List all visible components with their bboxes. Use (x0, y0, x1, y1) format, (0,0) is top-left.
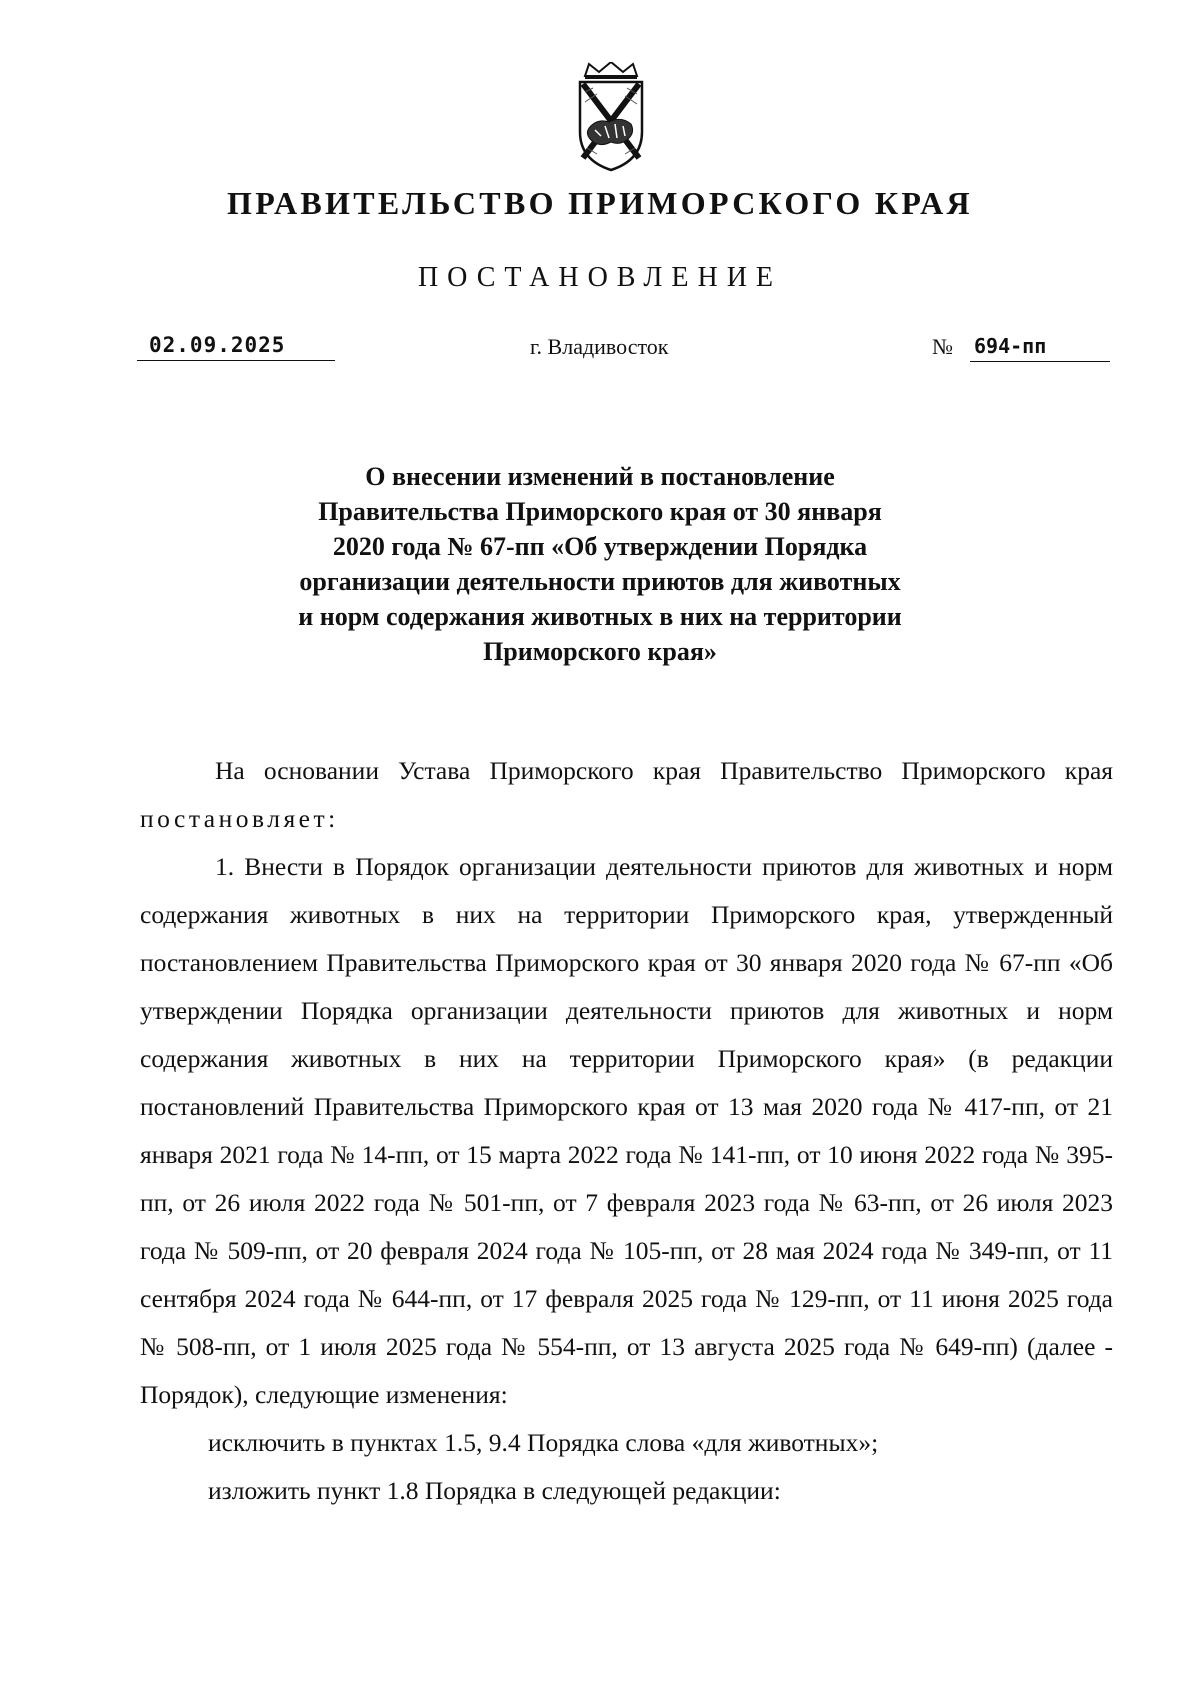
heading-line: организации деятельности приютов для животных (299, 567, 901, 596)
basis-text: На основании Устава Приморского края Правительство Приморского края (215, 756, 1113, 785)
heading-line: Приморского края» (483, 637, 717, 666)
document-heading (0, 459, 1200, 669)
document-body (140, 747, 1113, 1515)
document-number-label: № (932, 334, 953, 359)
document-type: ПОСТАНОВЛЕНИЕ (417, 262, 783, 293)
heading-line: Правительства Приморского края от 30 января (318, 497, 882, 526)
document-number: 694-пп (970, 331, 1110, 362)
document-date: 02.09.2025 (137, 330, 335, 361)
paragraph-basis (140, 747, 1113, 843)
coat-of-arms-emblem (575, 62, 647, 174)
paragraph-change-1: исключить в пунктах 1.5, 9.4 Порядка слова «для животных»; (208, 1428, 879, 1457)
government-title: ПРАВИТЕЛЬСТВО ПРИМОРСКОГО КРАЯ (227, 185, 973, 221)
heading-line: и норм содержания животных в них на территории (298, 602, 902, 631)
heading-line: О внесении изменений в постановление (365, 462, 835, 491)
paragraph-item-1: 1. Внести в Порядок организации деятельности приютов для животных и норм содержания животных в них на территории Приморского края, утвержденный постановлением Правительства Приморского края от 30 января 2020 года № 67-пп «Об утверждении Порядка организации деятельности приютов для животных и норм содержания животных в них на территории Приморского края» (в редакции постановлений Правительства Приморского края от 13 мая 2020 года № 417-пп, от 21 января 2021 года № 14-пп, от 15 марта 2022 года № 141-пп, от 10 июня 2022 года № 395-пп, от 26 июля 2022 года № 501-пп, от 7 февраля 2023 года № 63-пп, от 26 июля 2023 года № 509-пп, от 20 февраля 2024 года № 105-пп, от 28 мая 2024 года № 349-пп, от 11 сентября 2024 года № 644-пп, от 17 февраля 2025 года № 129-пп, от 11 июня 2025 года № 508-пп, от 1 июля 2025 года № 554-пп, от 13 августа 2025 года № 649-пп) (далее - Порядок), следующие изменения: (140, 852, 1113, 1409)
paragraph-change-2: изложить пункт 1.8 Порядка в следующей редакции: (208, 1476, 781, 1505)
resolves-word: постановляет: (140, 804, 339, 833)
document-city: г. Владивосток (530, 334, 669, 359)
heading-line: 2020 года № 67-пп «Об утверждении Порядка (332, 532, 868, 561)
